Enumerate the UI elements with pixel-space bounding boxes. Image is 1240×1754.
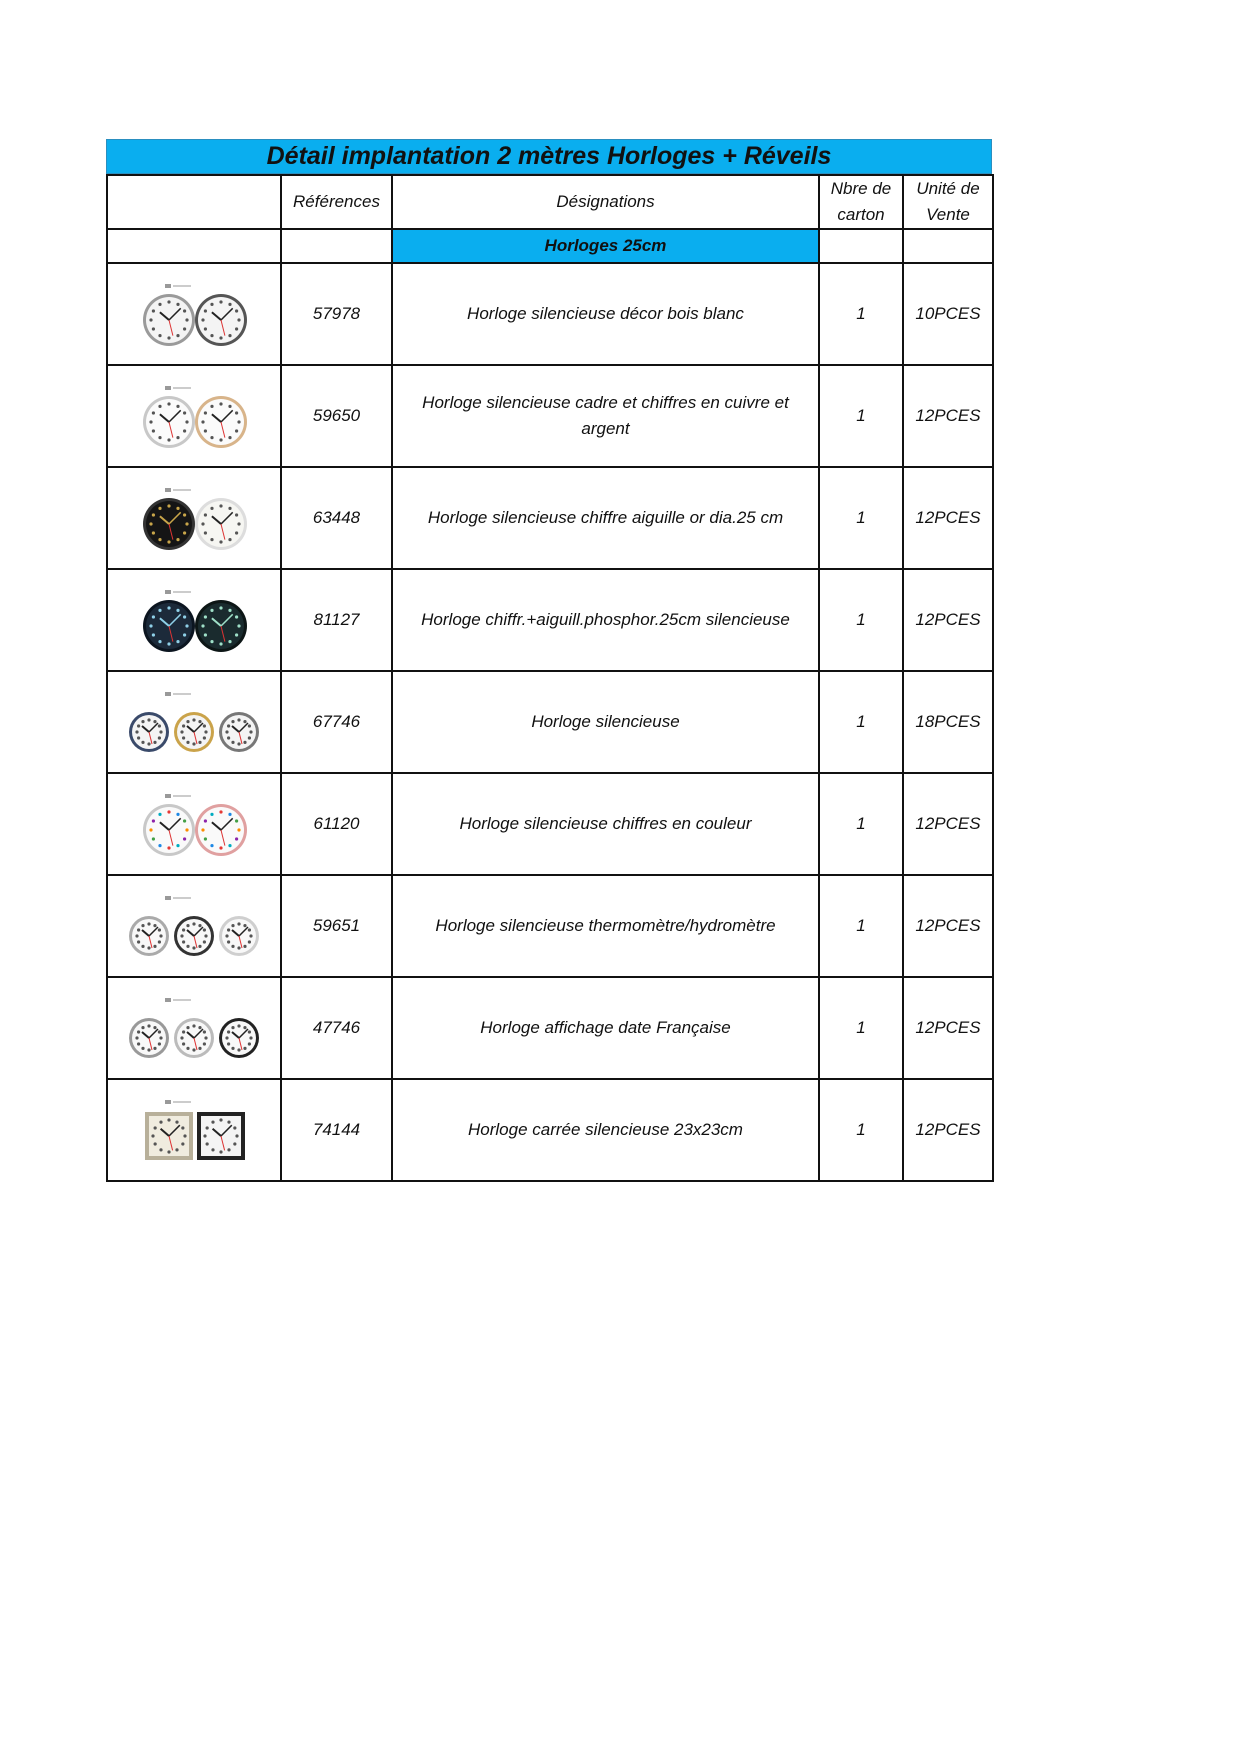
- header-nbre-carton: Nbre de carton: [819, 175, 903, 229]
- product-designation: Horloge carrée silencieuse 23x23cm: [392, 1079, 819, 1181]
- product-nbre-carton: 1: [819, 365, 903, 467]
- product-unite-vente: 12PCES: [903, 365, 993, 467]
- page-title: Détail implantation 2 mètres Horloges + Réveils: [106, 139, 992, 174]
- document-sheet: [106, 139, 992, 1182]
- product-reference: 61120: [281, 773, 392, 875]
- product-reference: 59650: [281, 365, 392, 467]
- section-empty-cell: [819, 229, 903, 263]
- product-designation: Horloge affichage date Française: [392, 977, 819, 1079]
- section-empty-cell: [903, 229, 993, 263]
- product-unite-vente: 12PCES: [903, 773, 993, 875]
- table-row: [107, 773, 993, 875]
- product-unite-vente: 12PCES: [903, 569, 993, 671]
- clock-pair-square-icon: [109, 1082, 279, 1178]
- header-row: [107, 175, 993, 229]
- product-nbre-carton: 1: [819, 977, 903, 1079]
- product-image-cell: [107, 671, 281, 773]
- product-nbre-carton: 1: [819, 875, 903, 977]
- product-reference: 63448: [281, 467, 392, 569]
- product-nbre-carton: 1: [819, 1079, 903, 1181]
- product-nbre-carton: 1: [819, 671, 903, 773]
- product-nbre-carton: 1: [819, 569, 903, 671]
- clock-pair-black-white-icon: [109, 470, 279, 566]
- table-row: [107, 977, 993, 1079]
- product-image-cell: [107, 1079, 281, 1181]
- clock-pair-color-icon: [109, 776, 279, 872]
- product-designation: Horloge silencieuse cadre et chiffres en cuivre et argent: [392, 365, 819, 467]
- header-designation: Désignations: [392, 175, 819, 229]
- product-reference: 67746: [281, 671, 392, 773]
- product-image-cell: [107, 569, 281, 671]
- product-designation: Horloge silencieuse thermomètre/hydromètre: [392, 875, 819, 977]
- product-nbre-carton: 1: [819, 263, 903, 365]
- section-row: [107, 229, 993, 263]
- product-nbre-carton: 1: [819, 467, 903, 569]
- product-designation: Horloge silencieuse décor bois blanc: [392, 263, 819, 365]
- section-empty-cell: [107, 229, 281, 263]
- product-reference: 74144: [281, 1079, 392, 1181]
- section-title: Horloges 25cm: [392, 229, 819, 263]
- clock-pair-phosphor-icon: [109, 572, 279, 668]
- product-unite-vente: 12PCES: [903, 875, 993, 977]
- product-designation: Horloge silencieuse chiffres en couleur: [392, 773, 819, 875]
- product-designation: Horloge silencieuse chiffre aiguille or dia.25 cm: [392, 467, 819, 569]
- table-row: [107, 467, 993, 569]
- clock-trio-thermo-icon: [109, 878, 279, 974]
- product-reference: 47746: [281, 977, 392, 1079]
- clock-pair-grey-icon: [109, 266, 279, 362]
- product-image-cell: [107, 875, 281, 977]
- clock-trio-date-icon: [109, 980, 279, 1076]
- header-image-cell: [107, 175, 281, 229]
- product-image-cell: [107, 365, 281, 467]
- product-unite-vente: 12PCES: [903, 467, 993, 569]
- product-image-cell: [107, 467, 281, 569]
- product-unite-vente: 12PCES: [903, 977, 993, 1079]
- section-empty-cell: [281, 229, 392, 263]
- table-row: [107, 1079, 993, 1181]
- product-reference: 59651: [281, 875, 392, 977]
- header-reference: Références: [281, 175, 392, 229]
- table-row: [107, 365, 993, 467]
- product-unite-vente: 12PCES: [903, 1079, 993, 1181]
- header-unite-vente: Unité de Vente: [903, 175, 993, 229]
- product-table: [106, 174, 994, 1182]
- table-row: [107, 875, 993, 977]
- product-designation: Horloge chiffr.+aiguill.phosphor.25cm silencieuse: [392, 569, 819, 671]
- product-reference: 81127: [281, 569, 392, 671]
- table-row: [107, 569, 993, 671]
- product-unite-vente: 10PCES: [903, 263, 993, 365]
- product-designation: Horloge silencieuse: [392, 671, 819, 773]
- product-image-cell: [107, 977, 281, 1079]
- table-row: [107, 671, 993, 773]
- table-row: [107, 263, 993, 365]
- product-nbre-carton: 1: [819, 773, 903, 875]
- product-image-cell: [107, 773, 281, 875]
- product-image-cell: [107, 263, 281, 365]
- clock-trio-icon: [109, 674, 279, 770]
- product-reference: 57978: [281, 263, 392, 365]
- product-unite-vente: 18PCES: [903, 671, 993, 773]
- clock-pair-copper-silver-icon: [109, 368, 279, 464]
